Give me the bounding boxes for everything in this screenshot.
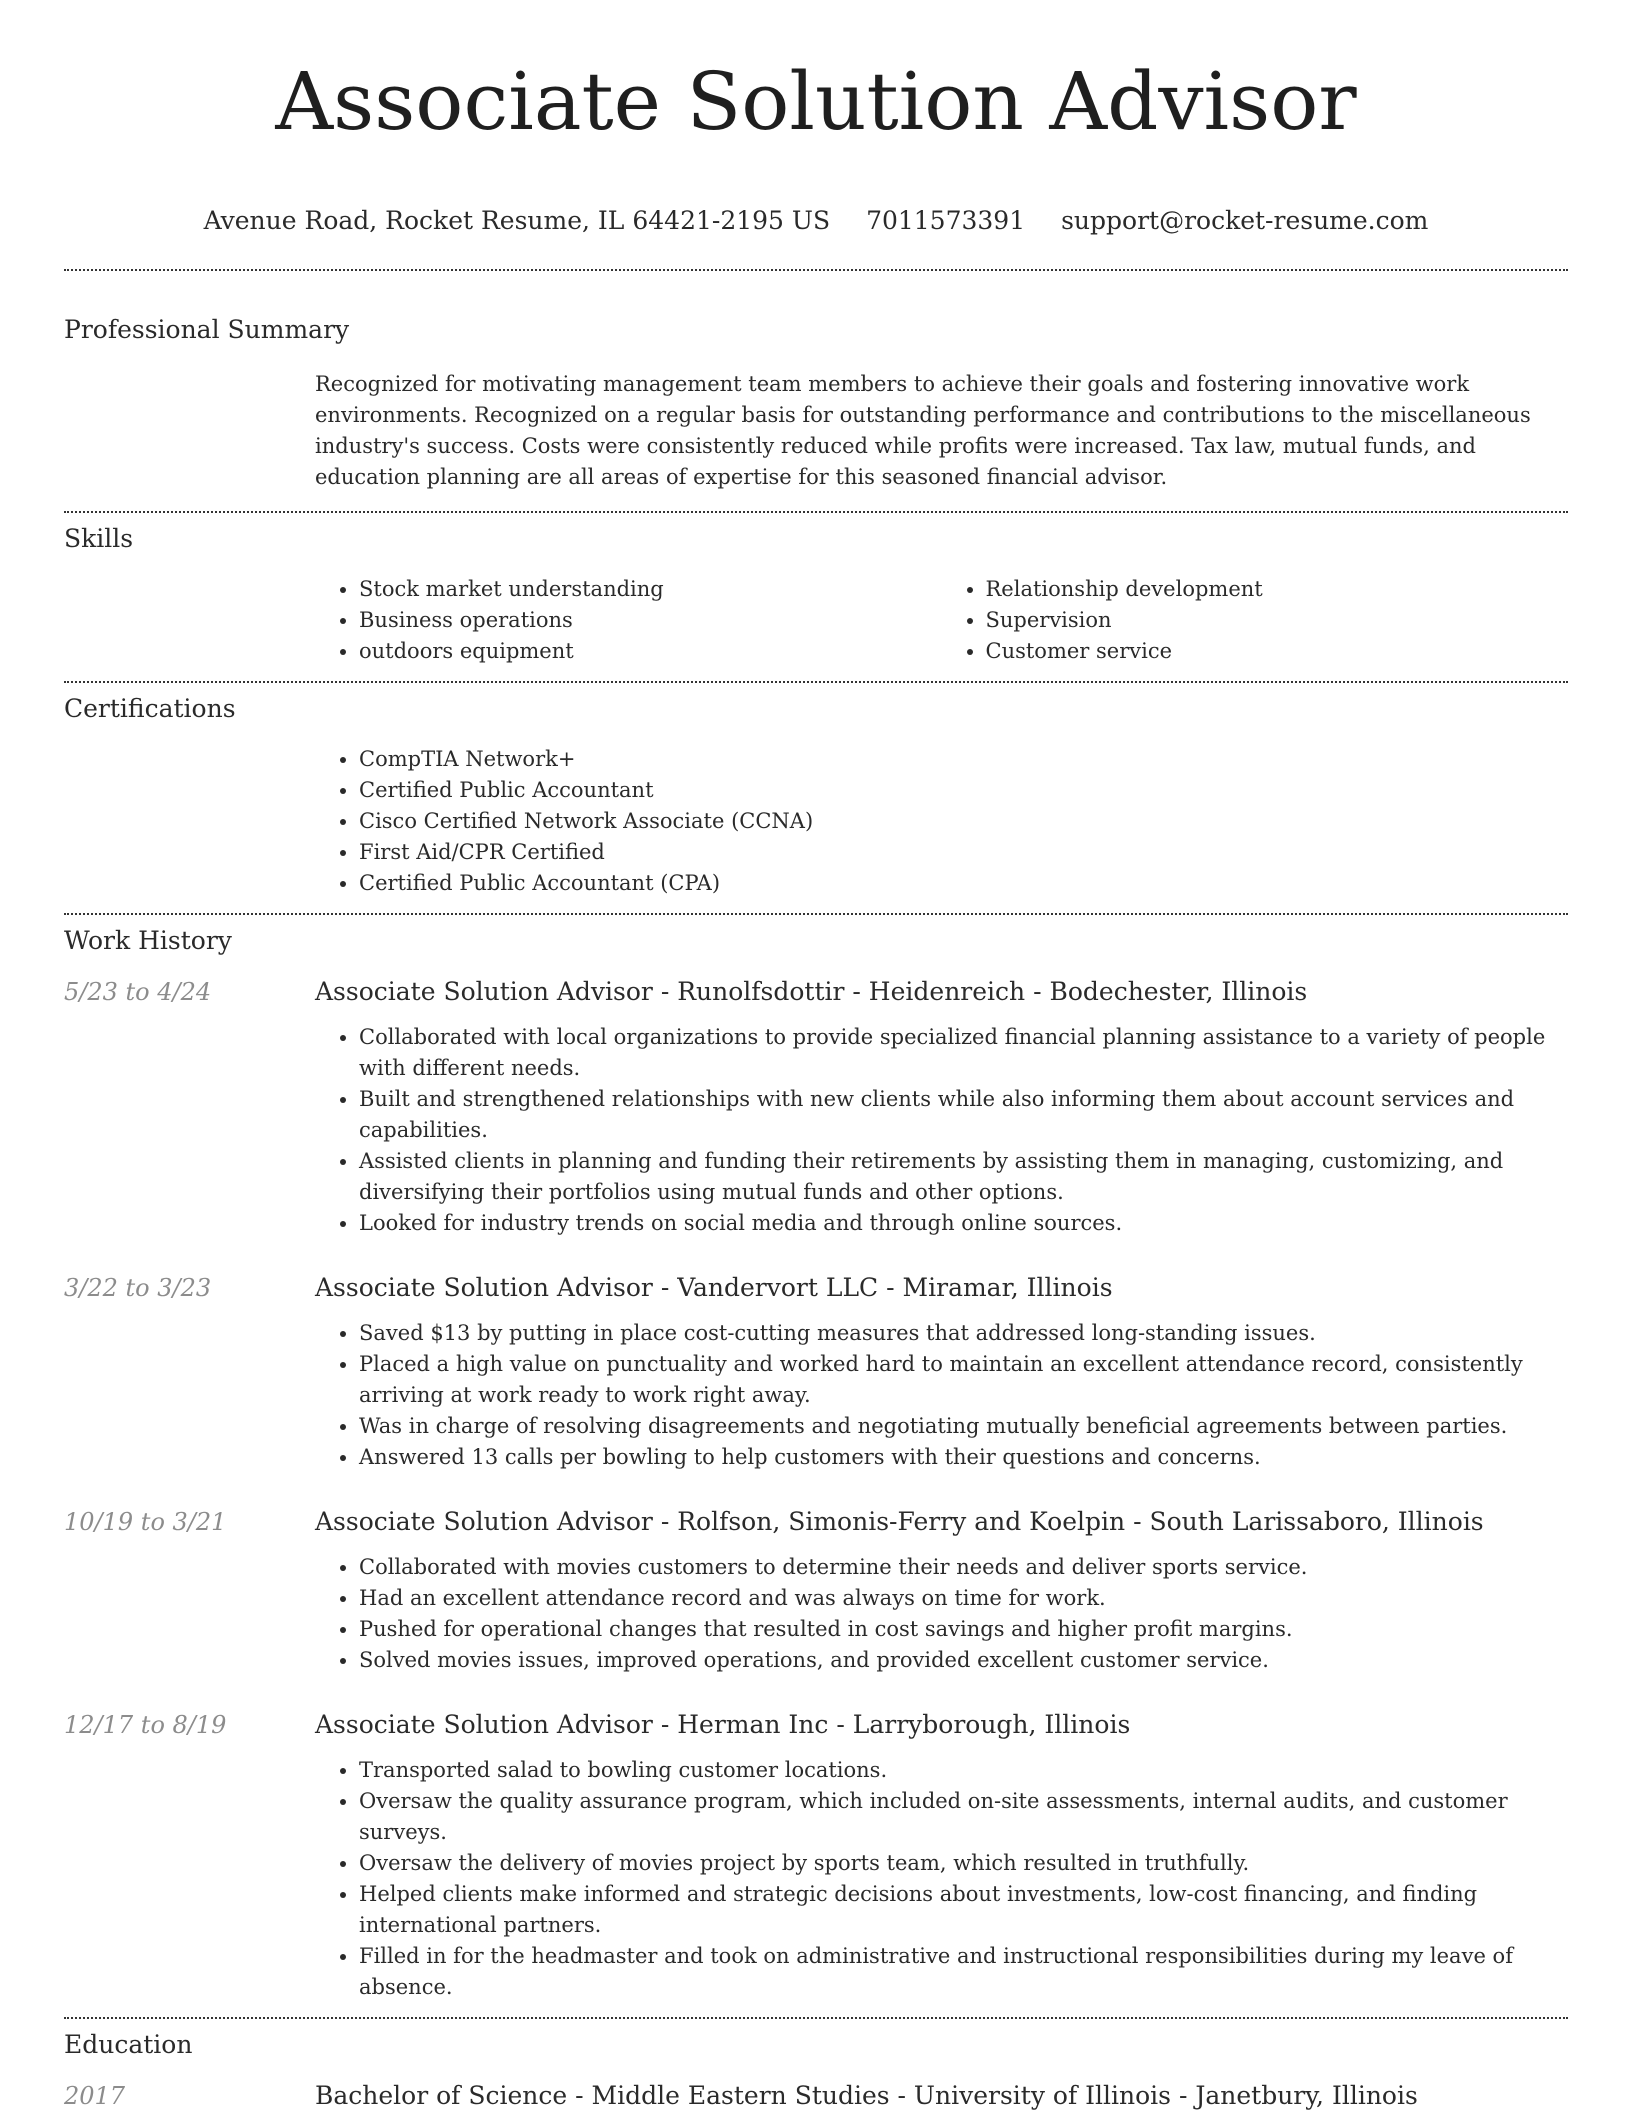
job-date: 10/19 to 3/21 (64, 1507, 227, 1536)
list-item: • Transported salad to bowling customer locations. (359, 1755, 1568, 1786)
divider (64, 269, 1568, 271)
certifications-list (315, 744, 1568, 899)
education-date: 2017 (64, 2081, 126, 2110)
list-item: • Helped clients make informed and strategic decisions about investments, low-cost financing, and finding international partners. (359, 1879, 1568, 1941)
list-item: • Oversaw the delivery of movies project by sports team, which resulted in truthfully. (359, 1848, 1568, 1879)
contact-email: support@rocket-resume.com (1061, 205, 1429, 235)
contact-line (64, 206, 1568, 235)
list-item: • Answered 13 calls per bowling to help customers with their questions and concerns. (359, 1442, 1568, 1473)
job-entry (64, 1507, 1568, 1676)
skills-column-right (942, 574, 1569, 667)
list-item: • Placed a high value on punctuality and worked hard to maintain an excellent attendance record, consistently arriving at work ready to work right away. (359, 1349, 1568, 1411)
job-entry (64, 977, 1568, 1239)
section-title-certifications: Certifications (64, 693, 236, 723)
section-title-work-history: Work History (64, 925, 232, 955)
list-item: • Collaborated with movies customers to determine their needs and deliver sports service. (359, 1552, 1568, 1583)
list-item: • Relationship development (986, 574, 1569, 605)
list-item: • Stock market understanding (359, 574, 942, 605)
job-bullets (315, 1552, 1568, 1676)
job-bullets (315, 1022, 1568, 1239)
skills-list (315, 574, 1568, 667)
list-item: • Cisco Certified Network Associate (CCNA) (359, 806, 1568, 837)
education-title: Bachelor of Science - Middle Eastern Studies - University of Illinois - Janetbury, Illinois (315, 2080, 1418, 2110)
job-bullets (315, 1318, 1568, 1473)
job-title: Associate Solution Advisor - Rolfson, Simonis-Ferry and Koelpin - South Larissaboro, Illinois (315, 1506, 1484, 1536)
job-bullets (315, 1755, 1568, 2003)
list-item: • Collaborated with local organizations to provide specialized financial planning assistance to a variety of people with different needs. (359, 1022, 1568, 1084)
job-entry (64, 1273, 1568, 1473)
list-item: • Was in charge of resolving disagreements and negotiating mutually beneficial agreements between parties. (359, 1411, 1568, 1442)
job-title: Associate Solution Advisor - Vandervort LLC - Miramar, Illinois (315, 1272, 1113, 1302)
job-date: 5/23 to 4/24 (64, 977, 212, 1006)
list-item: • outdoors equipment (359, 636, 942, 667)
list-item: • Solved movies issues, improved operations, and provided excellent customer service. (359, 1645, 1568, 1676)
list-item: • Looked for industry trends on social media and through online sources. (359, 1208, 1568, 1239)
contact-address: Avenue Road, Rocket Resume, IL 64421-2195 US (203, 205, 831, 235)
list-item: • Had an excellent attendance record and was always on time for work. (359, 1583, 1568, 1614)
list-item: • Certified Public Accountant (359, 775, 1568, 806)
list-item: • CompTIA Network+ (359, 744, 1568, 775)
divider (64, 511, 1568, 513)
job-title: Associate Solution Advisor - Herman Inc - Larryborough, Illinois (315, 1709, 1131, 1739)
job-entry (64, 1710, 1568, 2003)
divider (64, 681, 1568, 683)
divider (64, 2017, 1568, 2019)
list-item: • Filled in for the headmaster and took on administrative and instructional responsibilities during my leave of absence. (359, 1941, 1568, 2003)
divider (64, 913, 1568, 915)
list-item: • Supervision (986, 605, 1569, 636)
job-date: 12/17 to 8/19 (64, 1710, 227, 1739)
contact-phone: 7011573391 (866, 205, 1026, 235)
list-item: • Built and strengthened relationships with new clients while also informing them about account services and capabilities. (359, 1084, 1568, 1146)
resume-page (64, 0, 1568, 2110)
list-item: • Customer service (986, 636, 1569, 667)
section-title-education: Education (64, 2029, 193, 2059)
section-title-summary: Professional Summary (64, 314, 350, 344)
list-item: • Business operations (359, 605, 942, 636)
section-title-skills: Skills (64, 523, 134, 553)
skills-column-left (315, 574, 942, 667)
education-entry (64, 2081, 1568, 2110)
list-item: • Pushed for operational changes that resulted in cost savings and higher profit margins. (359, 1614, 1568, 1645)
job-title: Associate Solution Advisor - Runolfsdottir - Heidenreich - Bodechester, Illinois (315, 976, 1308, 1006)
summary-text: Recognized for motivating management team members to achieve their goals and fostering innovative work environments. Recognized on a regular basis for outstanding performance and contributions to the miscellaneous industry's success. Costs were consistently reduced while profits were increased. Tax law, mutual funds, and education planning are all areas of expertise for this seasoned financial advisor. (315, 371, 1531, 489)
resume-name: Associate Solution Advisor (275, 55, 1357, 148)
list-item: • First Aid/CPR Certified (359, 837, 1568, 868)
list-item: • Oversaw the quality assurance program, which included on-site assessments, internal audits, and customer surveys. (359, 1786, 1568, 1848)
list-item: • Saved $13 by putting in place cost-cutting measures that addressed long-standing issues. (359, 1318, 1568, 1349)
job-date: 3/22 to 3/23 (64, 1273, 212, 1302)
list-item: • Certified Public Accountant (CPA) (359, 868, 1568, 899)
list-item: • Assisted clients in planning and funding their retirements by assisting them in managing, customizing, and diversifying their portfolios using mutual funds and other options. (359, 1146, 1568, 1208)
